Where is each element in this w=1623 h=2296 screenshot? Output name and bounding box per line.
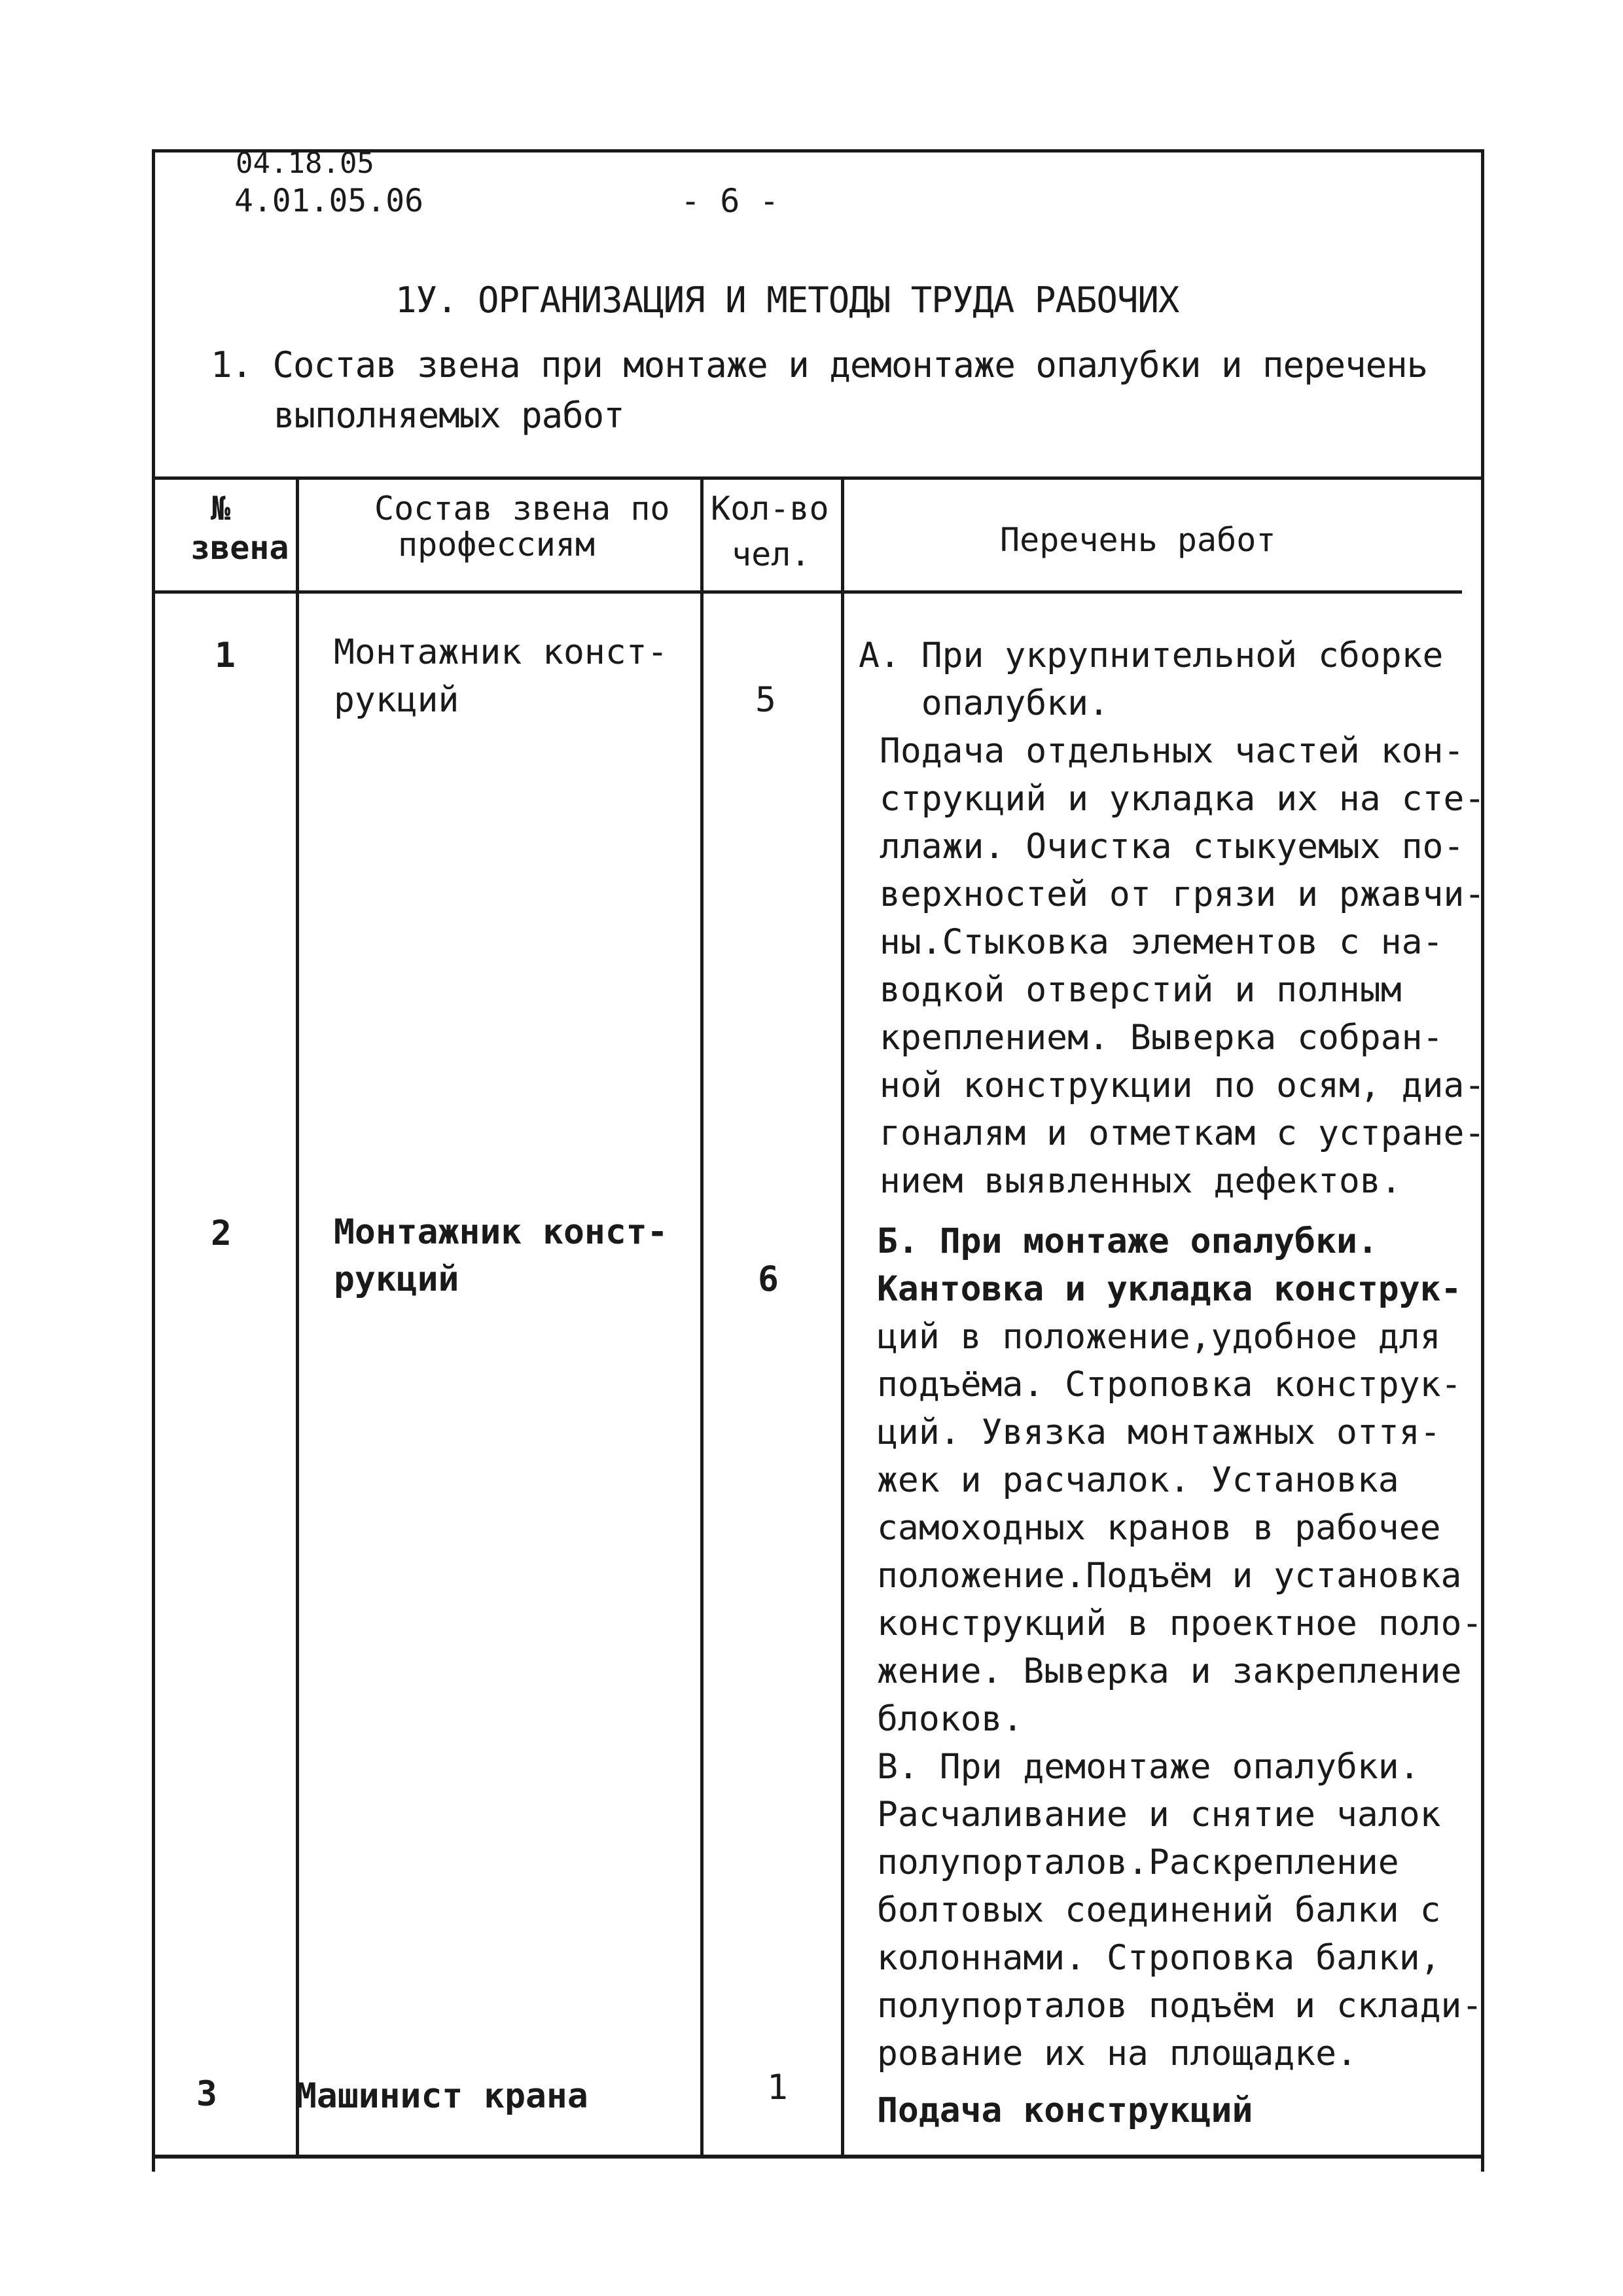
table-top-border	[152, 476, 1484, 480]
header-count-line1: Кол-во	[711, 490, 829, 528]
header-works: Перечень работ	[1000, 521, 1276, 559]
page-number: - 6 -	[681, 182, 779, 220]
document-code-top: 04.18.05	[236, 147, 374, 180]
header-composition-line1: Состав звена по	[374, 490, 670, 528]
row-3-count: 1	[767, 2068, 788, 2108]
header-num-line1: №	[211, 490, 231, 528]
row-1-works: А. При укрупнительной сборке опалубки. Подача отдельных частей кон- струкций и укладка их на сте- ллажи. Очистка стыкуемых по- верхностей от грязи и ржавчи- ны.Стыковка элементов с на- водкой отверстий и полным креплением. Выверка собран- ной конструкции по осям, диа- гоналям и отметкам с устране- нием выявленных дефектов.	[859, 636, 1486, 1201]
row-2-composition-line2: рукций	[334, 1259, 459, 1299]
row-3-num: 3	[196, 2074, 217, 2114]
row-1-composition-line1: Монтажник конст-	[334, 632, 668, 672]
header-composition-line2: профессиям	[398, 526, 596, 564]
row-2-works: Б. При монтаже опалубки. Кантовка и укладка конструк- ций в положение,удобное для подъёма. Строповка конструк- ций. Увязка монтажных оття- жек и расчалок. Установка самоходных кранов в рабочее положение.Подъём и установка конструкций в проектное поло- жение. Выверка и закрепление блоков. В. При демонтаже опалубки. Расчаливание и снятие чалок полупорталов.Раскрепление болтовых соединений балки с колоннами. Строповка балки, полупорталов подъём и склади- рование их на площадке.	[877, 1221, 1483, 2073]
subsection-title-line2: выполняемых работ	[274, 395, 624, 436]
row-3-composition-line1: Машинист крана	[296, 2076, 588, 2116]
document-code: 4.01.05.06	[234, 183, 423, 219]
subsection-title-line1: 1. Состав звена при монтаже и демонтаже опалубки и перечень	[211, 344, 1428, 386]
column-divider-1	[296, 480, 299, 2157]
table-bottom-border	[152, 2155, 1484, 2159]
section-title: 1У. ОРГАНИЗАЦИЯ И МЕТОДЫ ТРУДА РАБОЧИХ	[395, 279, 1179, 321]
header-count-line2: чел.	[732, 535, 811, 573]
column-divider-3	[841, 480, 844, 2157]
row-1-num: 1	[215, 636, 236, 675]
row-2-num: 2	[211, 1213, 232, 1253]
row-2-count: 6	[758, 1259, 779, 1299]
row-1-composition-line2: рукций	[334, 680, 459, 720]
header-num-line2: звена	[190, 529, 289, 567]
table-header-bottom-border	[152, 590, 1462, 594]
row-1-count: 5	[755, 680, 776, 720]
row-2-composition-line1: Монтажник конст-	[334, 1212, 668, 1252]
row-3-works-line1: Подача конструкций	[877, 2090, 1253, 2130]
column-divider-2	[700, 480, 704, 2157]
